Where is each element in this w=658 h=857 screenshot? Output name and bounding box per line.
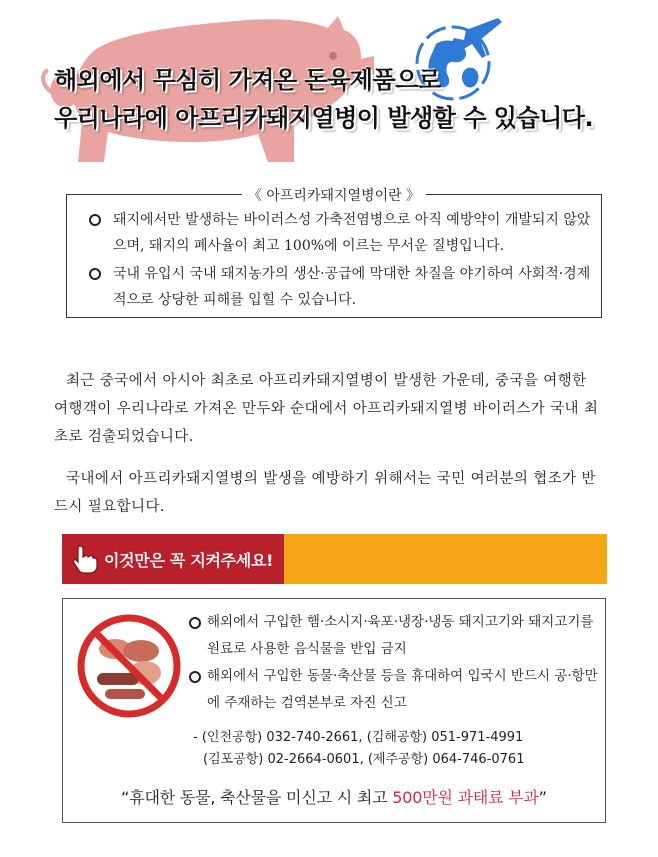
- circle-bullet-icon: [89, 268, 101, 280]
- penalty-quote: “휴대한 동물, 축산물을 미신고 시 최고 500만원 과태료 부과”: [121, 788, 547, 807]
- pointing-hand-icon: [72, 544, 98, 574]
- circle-bullet-icon: [189, 671, 201, 683]
- notice-box: [62, 598, 606, 823]
- no-meat-products-icon: [75, 611, 183, 721]
- list-item: 해외에서 구입한 동물·축산물 등을 휴대하여 입국시 반드시 공·항만에 주재하는 검역본부로 자진 신고: [189, 663, 599, 717]
- banner-label-area: [62, 534, 284, 584]
- circle-bullet-icon: [89, 214, 101, 226]
- body-paragraph-1: 최근 중국에서 아시아 최초로 아프리카돼지열병이 발생한 가운데, 중국을 여행한 여행객이 우리나라로 가져온 만두와 순대에서 아프리카돼지열병 바이러스가 국내 최초로 검출되었습니다.: [54, 372, 599, 445]
- prohibition-list: [189, 609, 599, 717]
- contacts-line-1: - (인천공항) 032-740-2661, (김해공항) 051-971-4991: [193, 730, 524, 745]
- definition-list: [87, 207, 597, 315]
- body-paragraph-2: 국내에서 아프리카돼지열병의 발생을 예방하기 위해서는 국민 여러분의 협조가 반드시 필요합니다.: [54, 470, 596, 515]
- definition-title: 《 아프리카돼지열병이란 》: [67, 185, 601, 205]
- list-item: 돼지에서만 발생하는 바이러스성 가축전염병으로 아직 예방약이 개발되지 않았으며, 돼지의 폐사율이 최고 100%에 이르는 무서운 질병입니다.: [87, 207, 597, 259]
- list-item: 국내 유입시 국내 돼지농가의 생산·공급에 막대한 차질을 야기하여 사회적·경제적으로 상당한 피해를 입힐 수 있습니다.: [87, 261, 597, 313]
- banner-label: 이것만은 꼭 지켜주세요!: [104, 550, 274, 570]
- penalty-highlight: 500만원 과태료 부과: [392, 788, 539, 807]
- banner-accent-bar: [284, 534, 607, 584]
- asf-definition-box: [66, 188, 602, 318]
- list-item: 해외에서 구입한 햄·소시지·육포·냉장·냉동 돼지고기와 돼지고기를 원료로 사용한 음식물을 반입 금지: [189, 609, 599, 663]
- circle-bullet-icon: [189, 617, 201, 629]
- warning-banner: [62, 534, 607, 584]
- contacts-line-2: (김포공항) 02-2664-0601, (제주공항) 064-746-0761: [203, 752, 525, 767]
- hero-section: [0, 0, 658, 170]
- airport-contacts: [193, 727, 524, 771]
- headline-line-1: 해외에서 무심히 가져온 돈육제품으로: [54, 66, 441, 94]
- headline-line-2: 우리나라에 아프리카돼지열병이 발생할 수 있습니다.: [54, 104, 594, 132]
